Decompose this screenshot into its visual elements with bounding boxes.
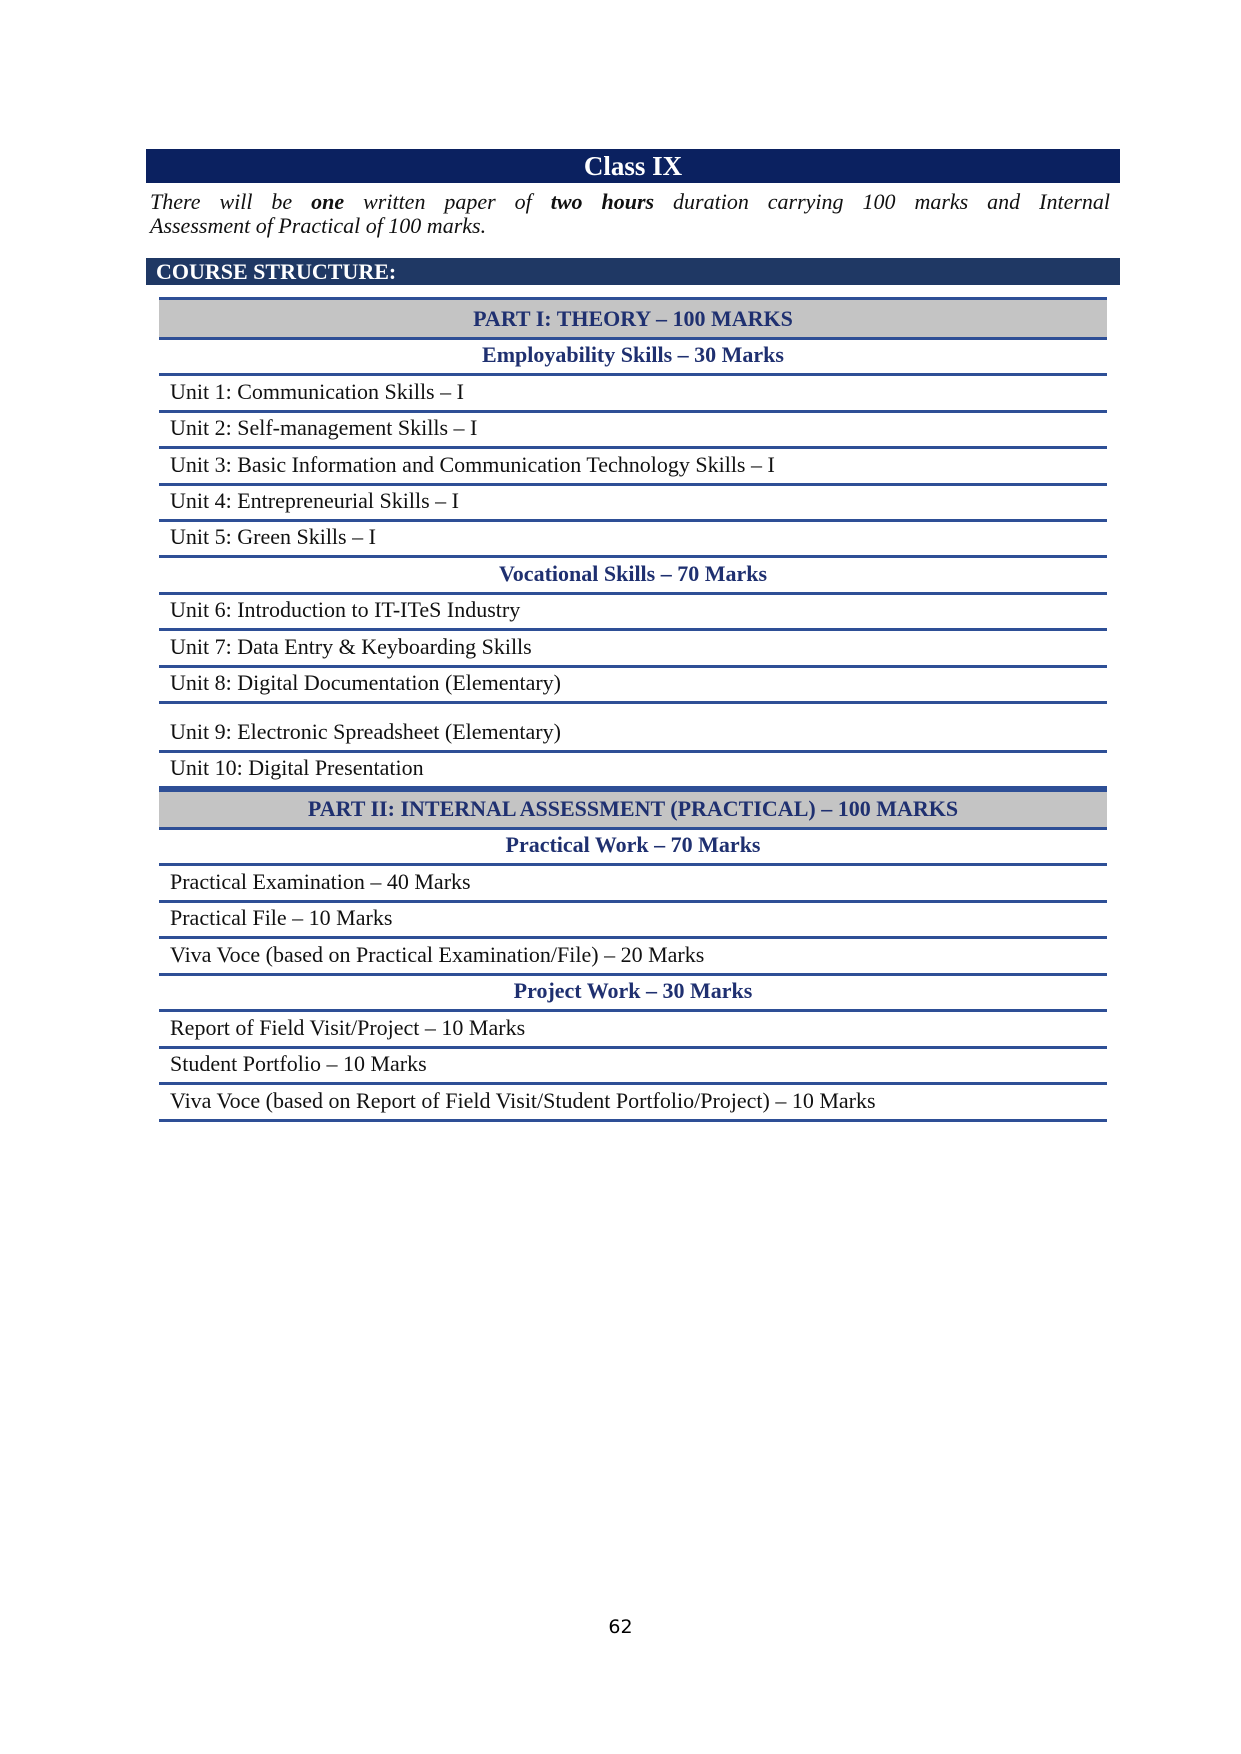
- intro-bold-1: one: [311, 189, 345, 214]
- unit-row: [159, 522, 1107, 558]
- section-heading-row: [159, 976, 1107, 1012]
- unit-row: [159, 486, 1107, 522]
- unit-row: [159, 631, 1107, 668]
- class-title: Class IX: [583, 151, 683, 181]
- heading-text: Employability Skills – 30 Marks: [482, 342, 784, 367]
- intro-paragraph: [150, 190, 1110, 238]
- intro-bold-2: two hours: [550, 189, 655, 214]
- unit-row: [159, 1049, 1107, 1085]
- unit-text: Unit 10: Digital Presentation: [170, 755, 424, 780]
- unit-text: Unit 3: Basic Information and Communication Technology Skills – I: [170, 452, 775, 477]
- part-heading-row: [159, 789, 1107, 830]
- unit-row: [159, 704, 1107, 753]
- intro-text-2: written paper of: [344, 189, 551, 214]
- section-heading-row: [159, 558, 1107, 595]
- intro-text-1: There will be: [150, 189, 312, 214]
- course-structure-bar: [146, 258, 1120, 285]
- intro-line-1: [150, 190, 1110, 214]
- unit-text: Report of Field Visit/Project – 10 Marks: [170, 1015, 526, 1040]
- unit-text: Unit 8: Digital Documentation (Elementary): [170, 670, 562, 695]
- intro-text-3: duration carrying 100 marks and Internal: [654, 189, 1111, 214]
- unit-row: [159, 1012, 1107, 1049]
- unit-row: [159, 939, 1107, 976]
- unit-text: Unit 1: Communication Skills – I: [170, 379, 464, 404]
- unit-text: Viva Voce (based on Practical Examination/File) – 20 Marks: [170, 942, 705, 967]
- unit-row: [159, 595, 1107, 631]
- unit-row: [159, 903, 1107, 939]
- unit-text: Student Portfolio – 10 Marks: [170, 1051, 427, 1076]
- unit-row: [159, 668, 1107, 704]
- unit-text: Unit 7: Data Entry & Keyboarding Skills: [170, 634, 532, 659]
- unit-row: [159, 753, 1107, 789]
- unit-row: [159, 866, 1107, 903]
- heading-text: PART I: THEORY – 100 MARKS: [473, 306, 793, 331]
- unit-row: [159, 413, 1107, 449]
- course-structure-label: COURSE STRUCTURE:: [156, 259, 397, 284]
- heading-text: Vocational Skills – 70 Marks: [498, 561, 768, 586]
- unit-text: Practical Examination – 40 Marks: [170, 869, 471, 894]
- page-number: 62: [608, 1616, 633, 1638]
- unit-text: Unit 9: Electronic Spreadsheet (Elementary): [170, 719, 561, 744]
- unit-text: Practical File – 10 Marks: [170, 905, 393, 930]
- unit-text: Viva Voce (based on Report of Field Visit/Student Portfolio/Project) – 10 Marks: [170, 1088, 876, 1113]
- class-title-bar: [146, 149, 1120, 183]
- part-heading-row: [159, 297, 1107, 340]
- section-heading-row: [159, 830, 1107, 866]
- heading-text: PART II: INTERNAL ASSESSMENT (PRACTICAL) – 100 MARKS: [307, 796, 959, 821]
- unit-row: [159, 449, 1107, 486]
- unit-row: [159, 1085, 1107, 1122]
- heading-text: Project Work – 30 Marks: [513, 978, 753, 1003]
- unit-text: Unit 2: Self-management Skills – I: [170, 415, 478, 440]
- section-heading-row: [159, 340, 1107, 376]
- unit-row: [159, 376, 1107, 413]
- heading-text: Practical Work – 70 Marks: [505, 832, 761, 857]
- intro-line-2: Assessment of Practical of 100 marks.: [150, 213, 487, 238]
- unit-text: Unit 5: Green Skills – I: [170, 524, 376, 549]
- unit-text: Unit 6: Introduction to IT-ITeS Industry: [170, 597, 521, 622]
- unit-text: Unit 4: Entrepreneurial Skills – I: [170, 488, 459, 513]
